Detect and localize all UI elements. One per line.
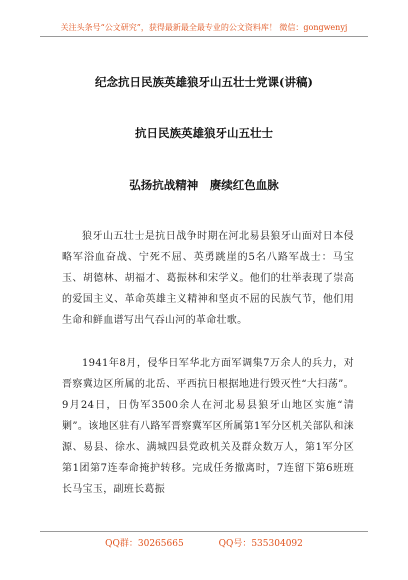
- footer-divider: [40, 531, 368, 532]
- header-divider: [40, 36, 368, 37]
- footer-qq-group: QQ群：30265665: [105, 539, 184, 549]
- document-title: 纪念抗日民族英雄狼牙山五壮士党课(讲稿): [95, 75, 313, 89]
- body-paragraph: 1941年8月，侵华日军华北方面军调集7万余人的兵力，对晋察冀边区所属的北岳、平西抗日根据地进行毁灭性“大扫荡”。9月24日，日伪军3500余人在河北易县狼牙山地区实施“清剿”。该地区驻有八路军晋察冀军区所属第1军分区机关部队和涞源、易县、徐水、满城四县党政机关及群众数万人，第1军分区第1团第7连奉命掩护转移。完成任务撤离时，7连留下第6班班长马宝玉，副班长葛振: [62, 358, 354, 495]
- document-subtitle-secondary: 弘扬抗战精神 赓续红色血脉: [129, 178, 279, 192]
- document-subtitle: 抗日民族英雄狼牙山五壮士: [135, 126, 273, 140]
- footer-qq-number: QQ号：535304092: [218, 539, 303, 549]
- footer-contact: [40, 536, 368, 549]
- body-paragraph: 狼牙山五壮士是抗日战争时期在河北易县狼牙山面对日本侵略军浴血奋战、宁死不屈、英勇跳崖的5名八路军战士：马宝玉、胡德林、胡福才、葛振林和宋学义。他们的壮举表现了崇高的爱国主义、革命英雄主义精神和坚贞不屈的民族气节，他们用生命和鲜血谱写出气吞山河的革命壮歌。: [62, 231, 354, 326]
- header-notice: 关注头条号“公文研究”，获得最新最全最专业的公文资料库！ 微信：gongwenyj: [60, 23, 348, 32]
